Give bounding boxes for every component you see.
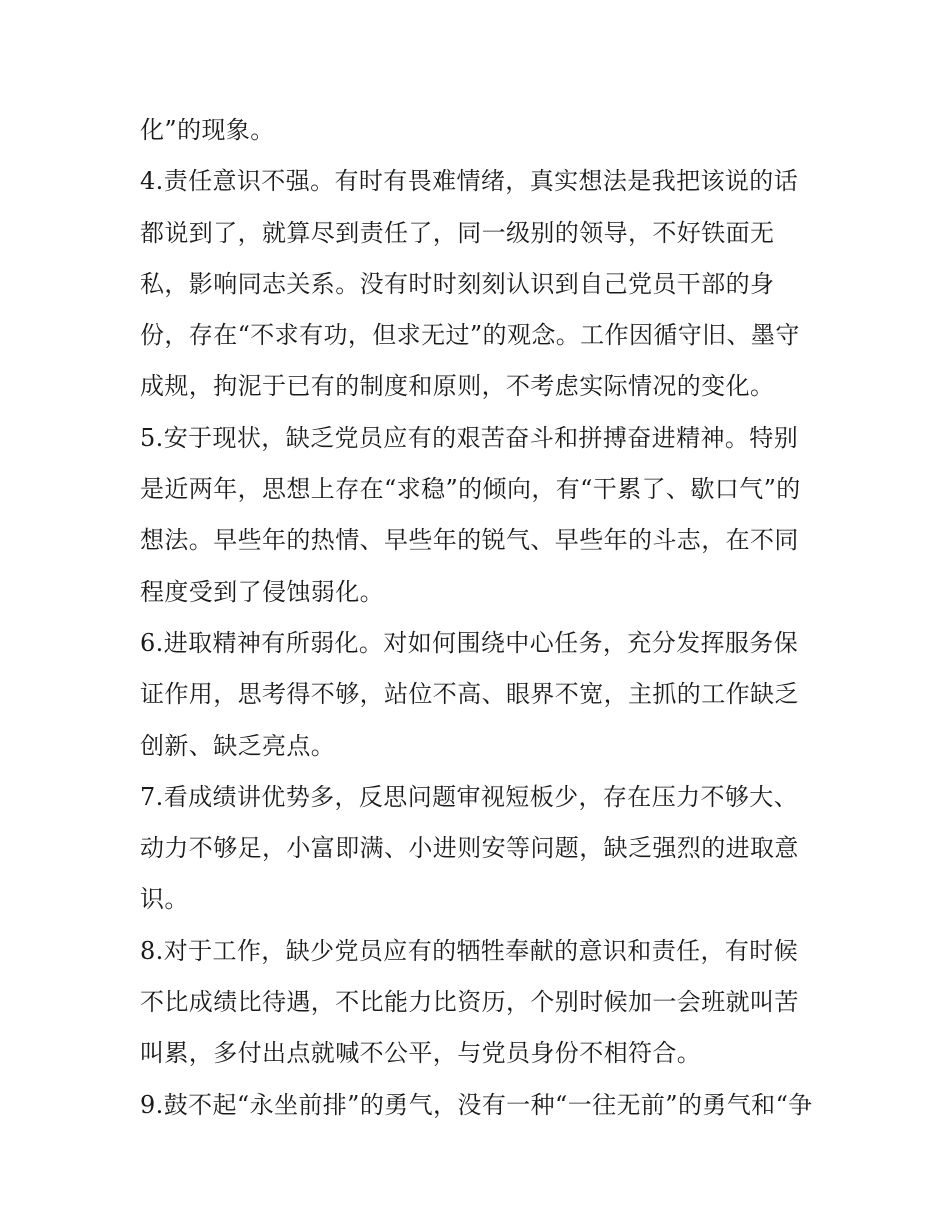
text-line: 私，影响同志关系。没有时时刻刻认识到自己党员干部的身 <box>140 269 775 298</box>
paragraph-item-9 <box>140 1080 820 1131</box>
text-line: 程度受到了侵蚀弱化。 <box>140 577 384 606</box>
text-line: 是近两年，思想上存在“求稳”的倾向，有“干累了、歇口气”的 <box>140 475 801 504</box>
paragraph-item-8 <box>140 926 820 1080</box>
text-line: 8.对于工作，缺少党员应有的牺牲奉献的意识和责任，有时候 <box>140 936 799 965</box>
paragraph-item-6 <box>140 618 820 772</box>
text-line: 份，存在“不求有功，但求无过”的观念。工作因循守旧、墨守 <box>140 321 800 350</box>
text-line: 想法。早些年的热情、早些年的锐气、早些年的斗志，在不同 <box>140 526 799 555</box>
text-line: 9.鼓不起“永坐前排”的勇气，没有一种“一往无前”的勇气和“争 <box>140 1090 813 1119</box>
text-line: 成规，拘泥于已有的制度和原则，不考虑实际情况的变化。 <box>140 372 775 401</box>
text-line: 都说到了，就算尽到责任了，同一级别的领导，不好铁面无 <box>140 218 775 247</box>
paragraph-item-4 <box>140 156 820 412</box>
paragraph-item-5 <box>140 413 820 618</box>
text-line: 化”的现象。 <box>140 116 275 144</box>
paragraph-continuation <box>140 105 820 156</box>
text-line: 不比成绩比待遇，不比能力比资历，个别时候加一会班就叫苦 <box>140 988 799 1017</box>
text-line: 叫累，多付出点就喊不公平，与党员身份不相符合。 <box>140 1039 702 1068</box>
text-line: 创新、缺乏亮点。 <box>140 731 336 760</box>
text-line: 证作用，思考得不够，站位不高、眼界不宽，主抓的工作缺乏 <box>140 680 799 709</box>
text-line: 6.进取精神有所弱化。对如何围绕中心任务，充分发挥服务保 <box>140 628 799 657</box>
text-line: 动力不够足，小富即满、小进则安等问题，缺乏强烈的进取意 <box>140 834 799 863</box>
text-line: 7.看成绩讲优势多，反思问题审视短板少，存在压力不够大、 <box>140 782 799 811</box>
paragraph-item-7 <box>140 772 820 926</box>
text-line: 识。 <box>140 885 189 914</box>
document-body <box>140 105 820 1131</box>
text-line: 4.责任意识不强。有时有畏难情绪，真实想法是我把该说的话 <box>140 167 799 196</box>
text-line: 5.安于现状，缺乏党员应有的艰苦奋斗和拼搏奋进精神。特别 <box>140 423 799 452</box>
